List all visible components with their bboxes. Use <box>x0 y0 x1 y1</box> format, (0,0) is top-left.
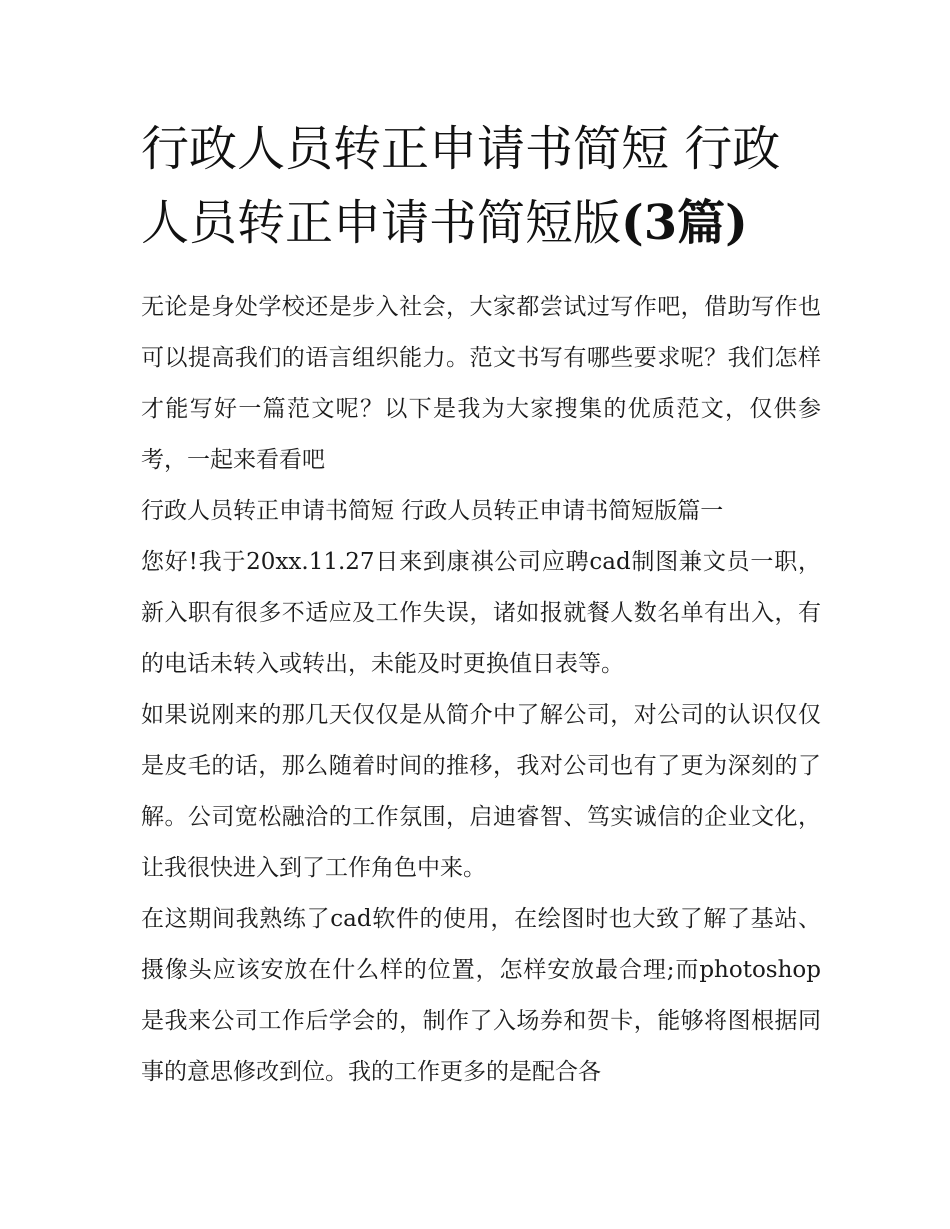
body-paragraph: 在这期间我熟练了cad软件的使用，在绘图时也大致了解了基站、摄像头应该安放在什么样的位置，怎样安放最合理;而photoshop是我来公司工作后学会的，制作了入场券和贺卡，能够将图根据同事的意思修改到位。我的工作更多的是配合各 <box>141 906 821 1085</box>
document-title <box>141 112 821 260</box>
body-paragraph: 如果说刚来的那几天仅仅是从简介中了解公司，对公司的认识仅仅是皮毛的话，那么随着时间的推移，我对公司也有了更为深刻的了解。公司宽松融洽的工作氛围，启迪睿智、笃实诚信的企业文化，让我很快进入到了工作角色中来。 <box>141 702 821 881</box>
intro-paragraph: 无论是身处学校还是步入社会，大家都尝试过写作吧，借助写作也可以提高我们的语言组织能力。范文书写有哪些要求呢？我们怎样才能写好一篇范文呢？以下是我为大家搜集的优质范文，仅供参考，一起来看看吧 <box>141 294 821 473</box>
title-count-suffix: (3篇) <box>621 195 748 251</box>
section-heading: 行政人员转正申请书简短 行政人员转正申请书简短版篇一 <box>141 498 724 524</box>
title-main-text: 行政人员转正申请书简短 行政人员转正申请书简短版 <box>141 121 781 251</box>
document-content <box>141 112 821 1098</box>
body-paragraph: 您好!我于20xx.11.27日来到康祺公司应聘cad制图兼文员一职，新入职有很多不适应及工作失误，诸如报就餐人数名单有出入，有的电话未转入或转出，未能及时更换值日表等。 <box>141 549 821 677</box>
document-body <box>141 282 821 1098</box>
